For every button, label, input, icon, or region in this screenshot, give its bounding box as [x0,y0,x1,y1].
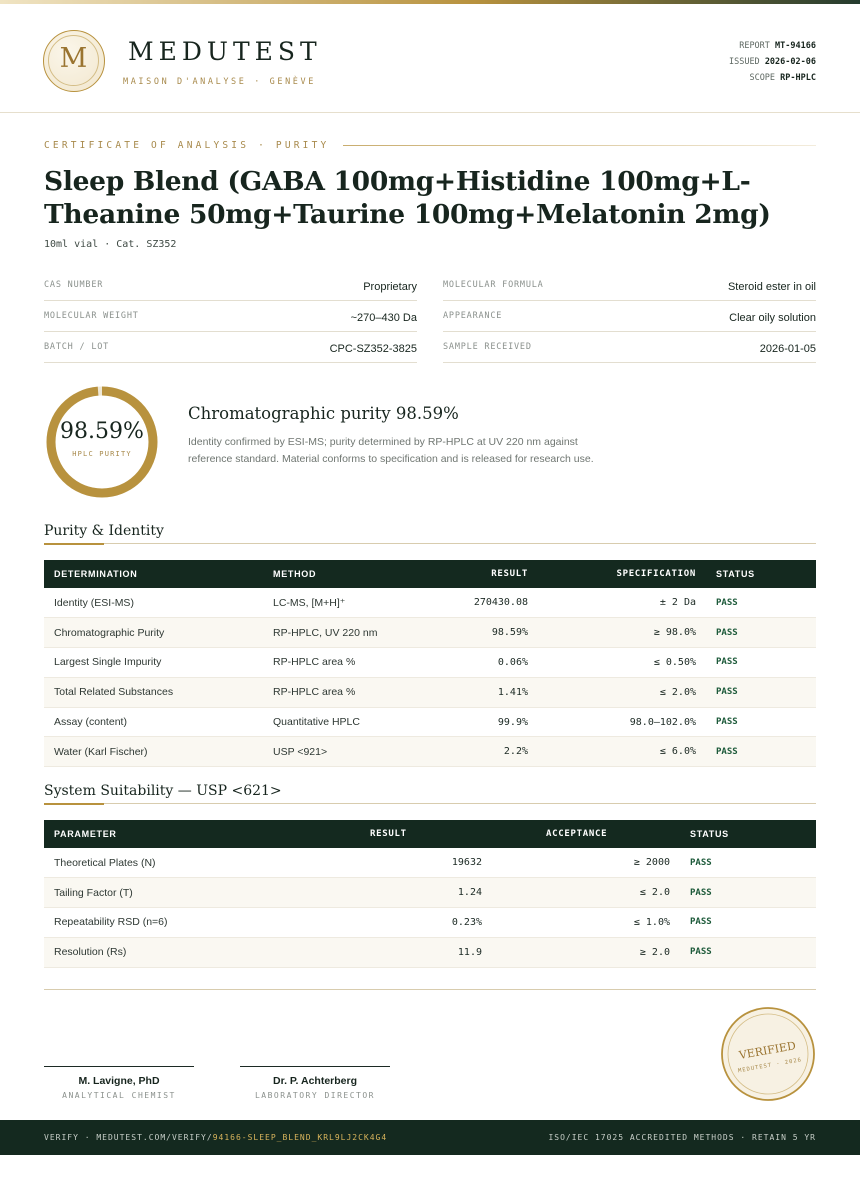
issued-label: ISSUED [728,57,760,67]
specification-cell: ≤ 0.50% [538,648,706,678]
specification-cell: ≤ 2.0% [538,677,706,707]
product-title: Sleep Blend (GABA 100mg+Histidine 100mg+L-Theanine 50mg+Taurine 100mg+Melatonin 2mg) [44,166,771,230]
section-title: Purity & Identity [44,523,164,539]
property-appearance [443,301,816,332]
signature-laboratory-director [240,1066,390,1100]
specification-cell: ≤ 6.0% [538,737,706,767]
property-value: Clear oily solution [729,312,816,324]
status-badge: PASS [706,618,816,648]
status-badge: PASS [706,677,816,707]
determination-cell: Chromatographic Purity [44,618,263,648]
result-cell: 270430.08 [428,588,538,618]
signatory-role: ANALYTICAL CHEMIST [62,1091,176,1100]
scope-label: SCOPE [749,73,776,83]
table-row [44,707,816,737]
method-cell: LC-MS, [M+H]⁺ [263,588,428,618]
table-row [44,677,816,707]
eyebrow-rule [343,145,816,146]
acceptance-cell: ≤ 2.0 [492,878,680,908]
table-row [44,648,816,678]
column-header: ACCEPTANCE [492,820,680,848]
result-cell: 11.9 [344,937,492,967]
property-label: MOLECULAR WEIGHT [44,311,139,321]
property-grid [44,270,816,363]
purity-value: 98.59% [60,419,144,444]
table-row [44,937,816,967]
table-row [44,878,816,908]
acceptance-cell: ≤ 1.0% [492,908,680,938]
section-underline [44,803,104,805]
report-label: REPORT [739,41,770,51]
property-value: ~270–430 Da [350,312,417,324]
purity-section-heading [44,522,816,544]
determination-cell: Water (Karl Fischer) [44,737,263,767]
table-row [44,848,816,878]
product-subtitle: 10ml vial · Cat. SZ352 [44,239,177,250]
determination-cell: Total Related Substances [44,677,263,707]
property-label: CAS NUMBER [44,280,104,290]
property-label: MOLECULAR FORMULA [443,280,544,290]
property-label: BATCH / LOT [44,342,110,352]
issued-line [729,54,816,70]
parameter-cell: Repeatability RSD (n=6) [44,908,344,938]
result-cell: 1.24 [344,878,492,908]
section-title: System Suitability — USP <621> [44,783,282,799]
suitability-table [44,820,816,968]
status-badge: PASS [706,737,816,767]
purity-table [44,560,816,767]
table-row [44,737,816,767]
specification-cell: ± 2 Da [538,588,706,618]
result-cell: 1.41% [428,677,538,707]
brand-name: MEDUTEST [128,37,322,66]
purity-gauge-label: HPLC PURITY [72,450,132,458]
accreditation-note: ISO/IEC 17025 ACCREDITED METHODS · RETAIN 5 YR [548,1133,816,1142]
result-cell: 2.2% [428,737,538,767]
property-formula [443,270,816,301]
result-cell: 99.9% [428,707,538,737]
property-value: Proprietary [363,281,417,293]
status-badge: PASS [680,908,816,938]
property-label: SAMPLE RECEIVED [443,342,532,352]
method-cell: Quantitative HPLC [263,707,428,737]
signature-analytical-chemist [44,1066,194,1100]
table-header-row [44,560,816,588]
property-cas [44,270,417,301]
method-cell: RP-HPLC, UV 220 nm [263,618,428,648]
parameter-cell: Tailing Factor (T) [44,878,344,908]
acceptance-cell: ≥ 2.0 [492,937,680,967]
parameter-cell: Resolution (Rs) [44,937,344,967]
signatory-role: LABORATORY DIRECTOR [254,1091,375,1100]
property-label: APPEARANCE [443,311,503,321]
determination-cell: Assay (content) [44,707,263,737]
signatory-name: M. Lavigne, PhD [78,1075,160,1087]
report-footer [0,1120,860,1155]
result-cell: 0.23% [344,908,492,938]
status-badge: PASS [706,648,816,678]
signatory-name: Dr. P. Achterberg [272,1075,358,1087]
seal-subtext: MEDUTEST · 2026 [737,1057,803,1075]
property-value: 2026-01-05 [759,343,816,355]
summary-text: Identity confirmed by ESI-MS; purity determined by RP-HPLC at UV 220 nm against reference standard. Material conforms to specification and is released for research use. [188,436,594,465]
property-value: Steroid ester in oil [727,281,816,293]
status-badge: PASS [706,588,816,618]
column-header: RESULT [428,560,538,588]
column-header: SPECIFICATION [538,560,706,588]
summary-title: Chromatographic purity 98.59% [188,404,459,423]
column-header: METHOD [263,560,428,588]
scope-value: RP-HPLC [780,73,816,83]
result-cell: 98.59% [428,618,538,648]
status-badge: PASS [680,848,816,878]
logo-letter: M [59,43,88,74]
column-header: DETERMINATION [44,560,263,588]
property-value: CPC-SZ352-3825 [329,343,417,355]
report-id: MT-94166 [775,41,816,51]
column-header: RESULT [344,820,492,848]
acceptance-cell: ≥ 2000 [492,848,680,878]
result-cell: 19632 [344,848,492,878]
table-row [44,618,816,648]
issued-date: 2026-02-06 [764,57,816,67]
verify-prefix: VERIFY · MEDUTEST.COM/VERIFY/ [44,1133,213,1142]
status-badge: PASS [680,878,816,908]
report-header [0,4,860,113]
table-row [44,588,816,618]
certificate-eyebrow [44,138,816,152]
property-weight [44,301,417,332]
specification-cell: 98.0–102.0% [538,707,706,737]
determination-cell: Identity (ESI-MS) [44,588,263,618]
table-header-row [44,820,816,848]
eyebrow-text: CERTIFICATE OF ANALYSIS · PURITY [44,139,330,151]
verify-line [44,1133,387,1142]
section-underline [44,543,104,545]
column-header: STATUS [680,820,816,848]
seal-text: VERIFIED [737,1039,797,1062]
brand-tagline: MAISON D'ANALYSE · GENÈVE [123,77,316,87]
determination-cell: Largest Single Impurity [44,648,263,678]
suitability-section-heading [44,782,816,804]
column-header: PARAMETER [44,820,344,848]
report-meta [729,38,816,86]
table-row [44,908,816,938]
verify-link[interactable]: 94166-SLEEP_BLEND_KRL9LJ2CK4G4 [212,1133,388,1142]
column-header: STATUS [706,560,816,588]
specification-cell: ≥ 98.0% [538,618,706,648]
brand-logo [43,30,105,92]
property-received [443,332,816,363]
scope-line [729,70,816,86]
result-cell: 0.06% [428,648,538,678]
status-badge: PASS [680,937,816,967]
status-badge: PASS [706,707,816,737]
method-cell: USP <921> [263,737,428,767]
method-cell: RP-HPLC area % [263,677,428,707]
section-divider [44,989,816,990]
method-cell: RP-HPLC area % [263,648,428,678]
property-batch [44,332,417,363]
report-id-line [729,38,816,54]
verified-seal [720,1006,816,1102]
parameter-cell: Theoretical Plates (N) [44,848,344,878]
